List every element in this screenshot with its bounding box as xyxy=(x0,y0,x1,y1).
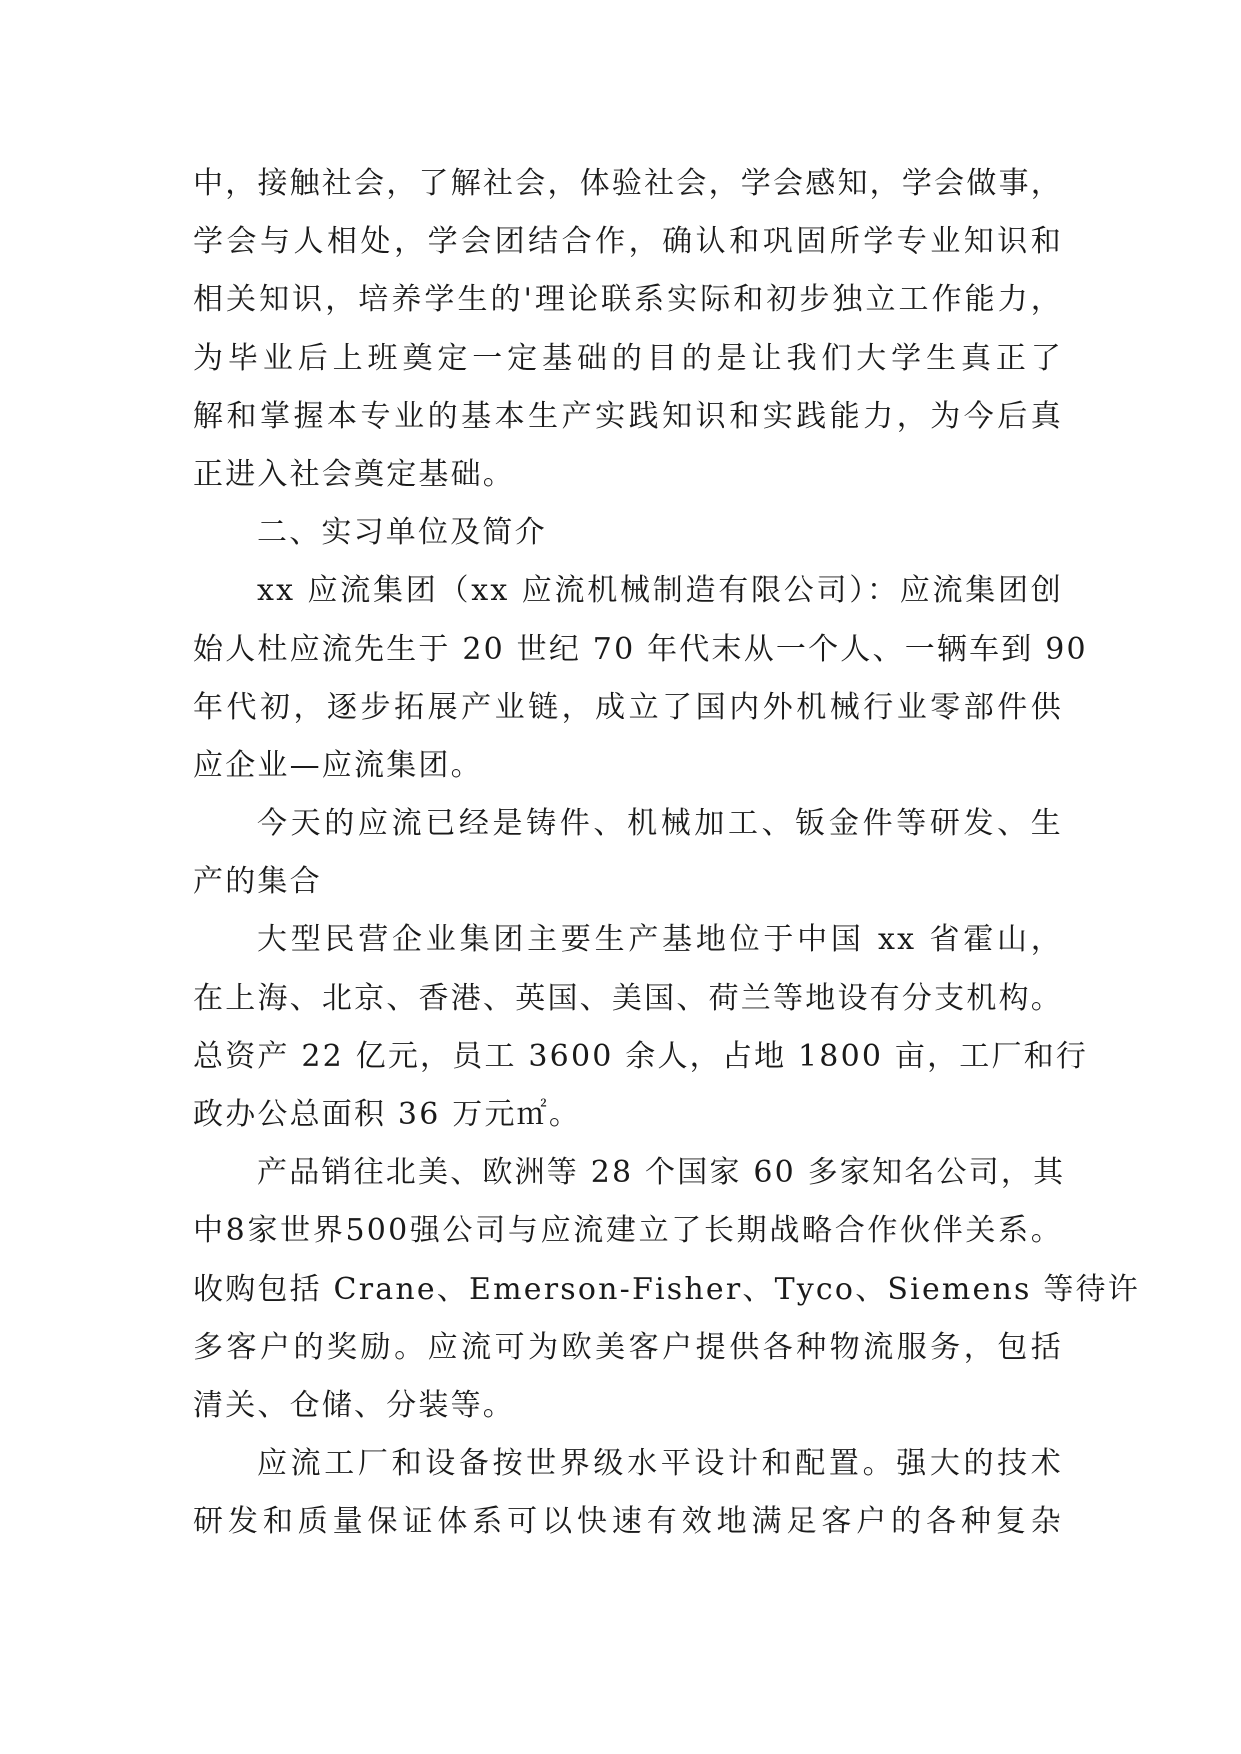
text-line: 研发和质量保证体系可以快速有效地满足客户的各种复杂 xyxy=(193,1504,1063,1540)
text-line: 总资产 22 亿元，员工 3600 余人，占地 1800 亩，工厂和行 xyxy=(193,1038,1089,1074)
text-line: xx 应流集团（xx 应流机械制造有限公司）：应流集团创 xyxy=(257,573,1063,609)
text-line: 今天的应流已经是铸件、机械加工、钣金件等研发、生 xyxy=(257,806,1063,842)
text-line: 收购包括 Crane、Emerson-Fisher、Tyco、Siemens 等待许 xyxy=(193,1271,1140,1307)
text-line: 在上海、北京、香港、英国、美国、荷兰等地设有分支机构。 xyxy=(193,980,1063,1016)
text-line: 大型民营企业集团主要生产基地位于中国 xx 省霍山， xyxy=(257,922,1064,958)
text-line: 产品销往北美、欧洲等 28 个国家 60 多家知名公司，其 xyxy=(257,1155,1066,1191)
text-line: 多客户的奖励。应流可为欧美客户提供各种物流服务，包括 xyxy=(193,1329,1063,1365)
text-line: 解和掌握本专业的基本生产实践知识和实践能力，为今后真 xyxy=(193,398,1063,434)
section-heading: 二、实习单位及简介 xyxy=(257,515,547,551)
text-line: 正进入社会奠定基础。 xyxy=(193,456,515,492)
text-line: 政办公总面积 36 万元㎡。 xyxy=(193,1097,582,1132)
text-line: 学会与人相处，学会团结合作，确认和巩固所学专业知识和 xyxy=(193,224,1063,260)
text-line: 始人杜应流先生于 20 世纪 70 年代末从一个人、一辆车到 90 xyxy=(193,631,1088,667)
body-text xyxy=(193,155,1140,1552)
text-line: 相关知识，培养学生的'理论联系实际和初步独立工作能力， xyxy=(193,282,1063,318)
text-line: 应企业—应流集团。 xyxy=(193,747,483,783)
text-line: 应流工厂和设备按世界级水平设计和配置。强大的技术 xyxy=(257,1446,1063,1482)
text-line: 年代初，逐步拓展产业链，成立了国内外机械行业零部件供 xyxy=(193,689,1063,725)
text-line: 清关、仓储、分装等。 xyxy=(193,1387,515,1423)
text-line: 中，接触社会，了解社会，体验社会，学会感知，学会做事， xyxy=(193,166,1063,201)
text-line: 中8家世界500强公司与应流建立了长期战略合作伙伴关系。 xyxy=(193,1213,1063,1249)
text-line: 为毕业后上班奠定一定基础的目的是让我们大学生真正了 xyxy=(193,340,1063,376)
text-line: 产的集合 xyxy=(193,864,322,900)
